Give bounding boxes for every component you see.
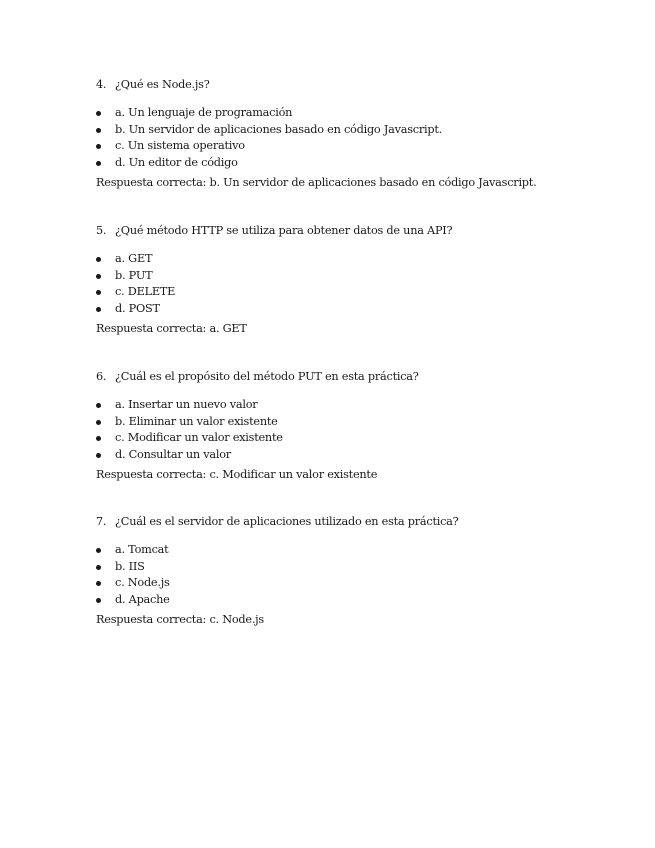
option-d: d. Apache (96, 592, 170, 609)
option-a: a. Un lenguaje de programación (96, 105, 442, 122)
bullet-icon (96, 307, 101, 312)
bullet-icon (96, 598, 101, 603)
bullet-icon (96, 257, 101, 262)
bullet-icon (96, 403, 101, 408)
option-c: c. Un sistema operativo (96, 138, 442, 155)
correct-answer: Respuesta correcta: a. GET (96, 322, 247, 335)
question-number: 4. (96, 78, 107, 91)
question-number: 7. (96, 515, 107, 528)
question-number: 5. (96, 224, 107, 237)
correct-answer: Respuesta correcta: c. Modificar un valor existente (96, 468, 378, 481)
bullet-icon (96, 161, 101, 166)
option-c: c. Node.js (96, 575, 170, 592)
option-a: a. Tomcat (96, 542, 170, 559)
bullet-icon (96, 144, 101, 149)
options-list (96, 251, 175, 317)
question-number: 6. (96, 370, 107, 383)
question-4 (96, 77, 616, 189)
option-b: b. IIS (96, 559, 170, 576)
question-title (96, 77, 616, 93)
question-6 (96, 369, 616, 481)
bullet-icon (96, 111, 101, 116)
question-text: ¿Qué es Node.js? (115, 78, 210, 91)
bullet-icon (96, 581, 101, 586)
bullet-icon (96, 548, 101, 553)
options-list (96, 542, 170, 608)
option-d: d. Un editor de código (96, 155, 442, 172)
question-7 (96, 514, 616, 626)
options-list (96, 105, 442, 171)
correct-answer: Respuesta correcta: c. Node.js (96, 613, 264, 626)
question-5 (96, 223, 616, 335)
option-b: b. Un servidor de aplicaciones basado en código Javascript. (96, 122, 442, 139)
bullet-icon (96, 274, 101, 279)
option-b: b. Eliminar un valor existente (96, 414, 283, 431)
option-c: c. DELETE (96, 284, 175, 301)
question-title (96, 223, 616, 239)
bullet-icon (96, 453, 101, 458)
bullet-icon (96, 436, 101, 441)
bullet-icon (96, 565, 101, 570)
correct-answer: Respuesta correcta: b. Un servidor de aplicaciones basado en código Javascript. (96, 176, 537, 189)
option-d: d. Consultar un valor (96, 447, 283, 464)
options-list (96, 397, 283, 463)
option-a: a. GET (96, 251, 175, 268)
question-title (96, 369, 616, 385)
question-title (96, 514, 616, 530)
bullet-icon (96, 420, 101, 425)
option-a: a. Insertar un nuevo valor (96, 397, 283, 414)
option-b: b. PUT (96, 268, 175, 285)
question-text: ¿Cuál es el servidor de aplicaciones utilizado en esta práctica? (115, 515, 459, 528)
option-c: c. Modificar un valor existente (96, 430, 283, 447)
bullet-icon (96, 290, 101, 295)
question-text: ¿Cuál es el propósito del método PUT en esta práctica? (115, 370, 419, 383)
bullet-icon (96, 128, 101, 133)
question-text: ¿Qué método HTTP se utiliza para obtener datos de una API? (115, 224, 453, 237)
option-d: d. POST (96, 301, 175, 318)
